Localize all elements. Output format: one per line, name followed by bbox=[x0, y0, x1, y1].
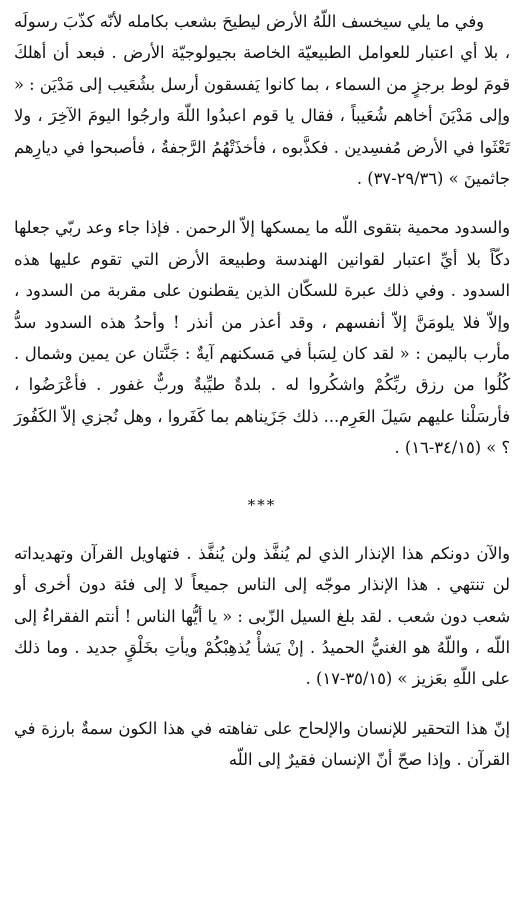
paragraph-shuayb: وفي ما يلي سيخسف اللّهُ الأرض ليطيحَ بشعب بكامله لأنّه كذّبَ رسولَه ، بلا أي اعتبار للعوامل الطبيعيّة الخاصة بجيولوجيّة الأرض . فبعد أن أهلكَ قومَ لوط برجزٍ من السماء ، بما كانوا يَفسقون أرسل بشُعَيب إلى مَدْيَن : « وإلى مَدْيَنَ أخاهم شُعَيباً ، فقال يا قوم اعبدُوا اللّهَ وارجُوا اليومَ الآخِرَ ، ولا تَعْثَوا في الأرض مُفسِدين . فكذَّبوه ، فأخذَتْهُمُ الرَّجفةُ ، فأصبحوا في ديارِهم جاثمينَ » (٢٩/٣٦-٣٧) . bbox=[14, 12, 510, 189]
document-page bbox=[14, 6, 510, 776]
paragraph-contempt: إنّ هذا التحقير للإنسان والإلحاح على تفاهته في هذا الكون سمةٌ بارزة في القرآن . وإذا صحّ أنّ الإنسان فقيرٌ إلى اللّه bbox=[14, 718, 510, 770]
paragraph-warning: والآن دونكم هذا الإنذار الذي لم يُنفَّذ ولن يُنفَّذ . فتهاويل القرآن وتهديداته لن تنتهي . هذا الإنذار موجّه إلى الناس جميعاً لا إلى فئة دون أخرى أو شعب دون شعب . لقد بلغ السيل الزّبى : « يا أيُّها الناس ! أنتم الفقراءُ إلى اللّه ، واللّهُ هو الغنيُّ الحميدُ . إنْ يَشأْ يُذهِبْكُمْ ويأتِ بخَلْقٍ جديد . وما ذلك على اللّهِ بعَزيز » (٣٥/١٥-١٧) . bbox=[14, 543, 510, 689]
paragraph-dams: والسدود محمية بتقوى اللّه ما يمسكها إلاّ الرحمن . فإذا جاء وعد ربّي جعلها دكّاً بلا أيِّ اعتبار لقوانين الهندسة وطبيعة الأرض التي تقوم عليها هذه السدود . وفي ذلك عبرة للسكّان الذين يقطنون على مقربة من السدود ، وإلاّ فلا يلومَنَّ إلاّ أنفسهم ، وقد أعذر من أنذر ! وأحدُ هذه السدود سدُّ مأرب باليمن : « لقد كان لِسَبأ في مَسكنهم آيةٌ : جَنَّتان عن يمين وشمال . كُلُوا من رزق ربِّكُمْ واشكُروا له . بلدةٌ طيِّبةٌ وربٌّ غفور . فأعْرَضُوا ، فأرسَلْنا عليهم سَيلَ العَرِم... ذلك جَزَيناهم بما كَفَروا ، وهل نُجزي إلاّ الكَفُورَ ؟ » (٣٤/١٥-١٦) . bbox=[14, 218, 510, 458]
section-separator: *** bbox=[247, 495, 277, 514]
